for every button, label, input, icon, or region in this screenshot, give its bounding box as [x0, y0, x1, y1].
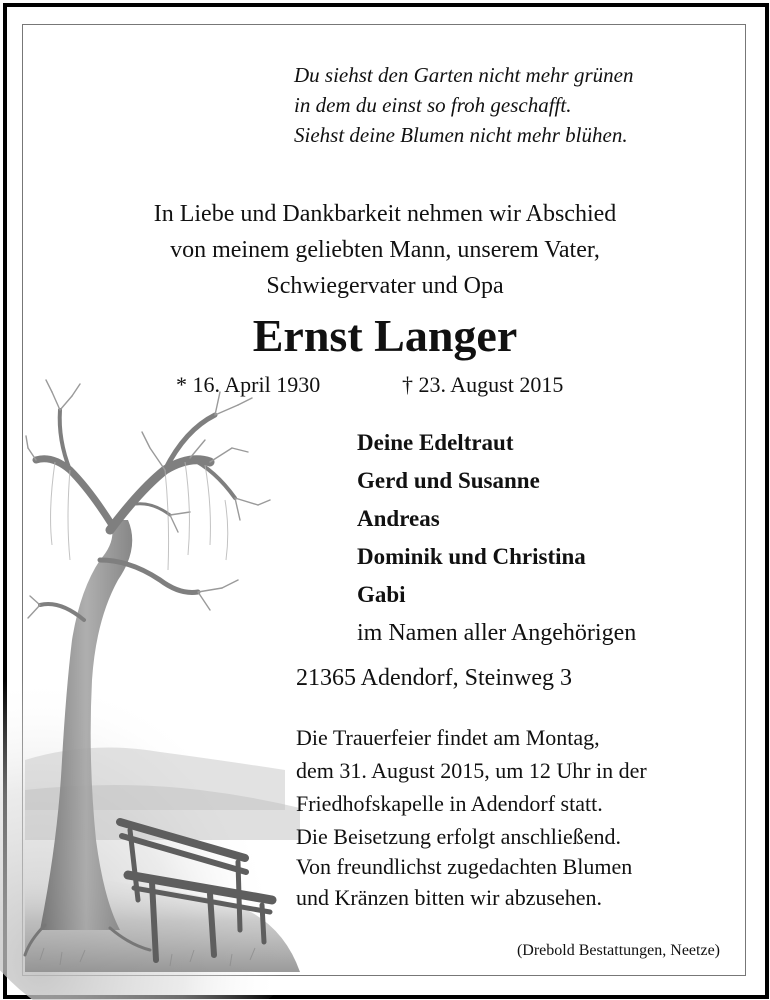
intro-line: von meinem geliebten Mann, unserem Vater, [170, 237, 600, 263]
mourner-name: Gabi [357, 582, 406, 607]
ceremony-info [296, 721, 647, 853]
ceremony-line: dem 31. August 2015, um 12 Uhr in der [296, 758, 647, 783]
mourner-name: Dominik und Christina [357, 544, 586, 569]
mourner-name: Gerd und Susanne [357, 468, 540, 493]
poem-line: Du siehst den Garten nicht mehr grünen [294, 63, 634, 87]
mourner-name: Andreas [357, 506, 440, 531]
mourners-closing: im Namen aller Angehörigen [357, 620, 637, 646]
intro-line: Schwiegervater und Opa [266, 273, 504, 299]
deceased-name: Ernst Langer [252, 310, 518, 361]
mourners-list [357, 424, 636, 652]
wish-line: Von freundlichst zugedachten Blumen [296, 854, 633, 879]
flowers-request [296, 851, 632, 913]
birth-date: * 16. April 1930 [176, 372, 321, 397]
ceremony-line: Friedhofskapelle in Adendorf statt. [296, 791, 603, 816]
intro-line: In Liebe und Dankbarkeit nehmen wir Abschied [153, 201, 617, 227]
family-address: 21365 Adendorf, Steinweg 3 [296, 665, 572, 691]
poem-line: Siehst deine Blumen nicht mehr blühen. [294, 123, 628, 147]
ceremony-line: Die Beisetzung erfolgt anschließend. [296, 824, 622, 849]
ceremony-line: Die Trauerfeier findet am Montag, [296, 725, 600, 750]
poem-line: in dem du einst so froh geschafft. [294, 93, 572, 117]
wish-line: und Kränzen bitten wir abzusehen. [296, 885, 603, 910]
mourner-name: Deine Edeltraut [357, 430, 514, 455]
farewell-intro [30, 196, 740, 304]
poem [294, 60, 633, 150]
undertaker-credit: (Drebold Bestattungen, Neetze) [516, 942, 720, 959]
death-date: † 23. August 2015 [402, 372, 564, 397]
